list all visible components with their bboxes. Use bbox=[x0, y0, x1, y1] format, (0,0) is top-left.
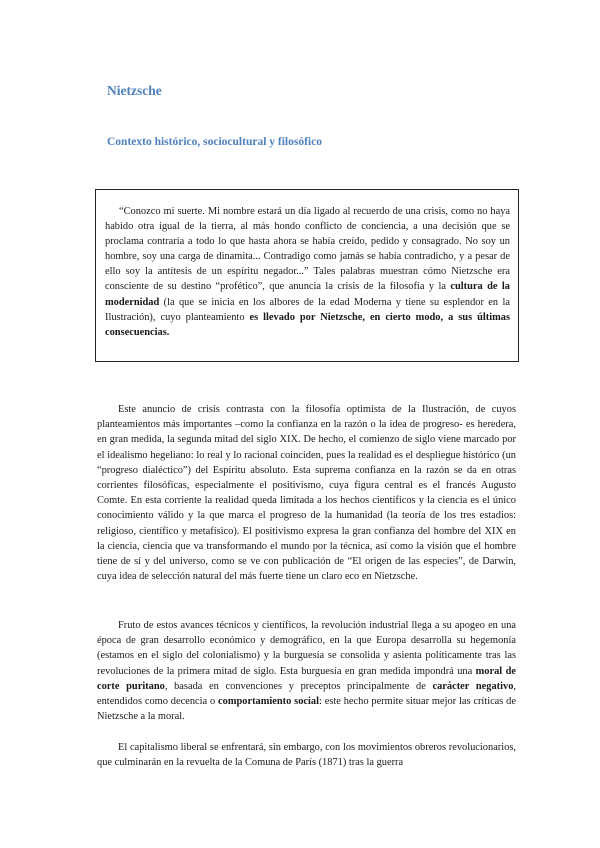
paragraph-1: Este anuncio de crisis contrasta con la filosofía optimista de la Ilustración, de cuyos planteamientos más importantes –como la confianza en la razón o la idea de progreso- es heredera, en gran medida, la segunda mitad del siglo XIX. De hecho, el comienzo de siglo viene marcado por el idealismo hegeliano: lo real y lo racional coinciden, pues la realidad es el despliegue histórico (un “progreso dialéctico”) del Espíritu absoluto. Esta suprema confianza en la razón se da en otras corrientes filosóficas, especialmente el positivismo, cuya figura central es el francés Augusto Comte. En esta corriente la realidad queda limitada a los hechos científicos y la ciencia es el único conocimiento válido y la que marca el progreso de la humanidad (la teoría de los tres estadios: religioso, científico y metafísico). El positivismo expresa la gran confianza del hombre del XIX en la ciencia, ciencia que va transformando el mundo por la técnica, así como la visión que el hombre tiene de sí y del universo, como se ve con publicación de “El origen de las especies”, de Darwin, cuya idea de selección natural del más fuerte tiene un claro eco en Nietzsche. bbox=[97, 404, 516, 583]
document-subtitle: Contexto histórico, sociocultural y filosófico bbox=[107, 136, 322, 148]
paragraph-2-text: , basada en convenciones y preceptos principalmente de bbox=[164, 680, 433, 692]
quote-text bbox=[105, 204, 510, 340]
bold-moral-puritano: moral de corte puritano bbox=[97, 665, 516, 692]
quote-text-part: “Conozco mi suerte. Mi nombre estará un día ligado al recuerdo de una crisis, como no haya habido otra igual de la tierra, al más hondo conflicto de conciencia, a una decisión que se proclama contraria a todo lo que hasta ahora se había creído, pedido y consagrado. No soy un hombre, soy una carga de dinamita... Contradigo como jamás se había contradicho, y a pesar de ello soy la antítesis de un espíritu negador...” Tales palabras muestran cómo Nietzsche era consciente de su destino “profético”, que anuncia la crisis de la filosofía y la bbox=[105, 206, 510, 293]
paragraph-2-text: : este hecho permite situar mejor las críticas de Nietzsche a la moral. bbox=[97, 696, 516, 723]
paragraph-2-text: Fruto de estos avances técnicos y científicos, la revolución industrial llega a su apogeo en una época de gran desarrollo económico y demográfico, en la que Europa desarrolla su hegemonía (estamos en el siglo del colonialismo) y la burguesía se consolida y asienta políticamente tras las revoluciones de la primera mitad de siglo. Esta burguesía en gran medida impondrá una bbox=[97, 620, 516, 677]
quote-bold-modernity: cultura de la modernidad bbox=[105, 281, 510, 308]
paragraph-2 bbox=[97, 618, 516, 724]
document-title: Nietzsche bbox=[107, 83, 162, 98]
bold-caracter-negativo: carácter negativo bbox=[432, 680, 514, 692]
paragraph-3: El capitalismo liberal se enfrentará, sin embargo, con los movimientos obreros revolucionarios, que culminarán en la revuelta de la Comuna de París (1871) tras la guerra bbox=[97, 742, 516, 769]
quote-box bbox=[95, 189, 519, 362]
bold-comportamiento-social: comportamiento social bbox=[218, 696, 319, 708]
quote-bold-consequences: es llevado por Nietzsche, en cierto modo, a sus últimas consecuencias. bbox=[105, 311, 511, 338]
paragraph-2-text: , entendidos como decencia o bbox=[97, 680, 516, 708]
quote-text-part: (la que se inicia en los albores de la edad Moderna y tiene su esplendor en la Ilustración), cuyo planteamiento bbox=[105, 296, 510, 323]
